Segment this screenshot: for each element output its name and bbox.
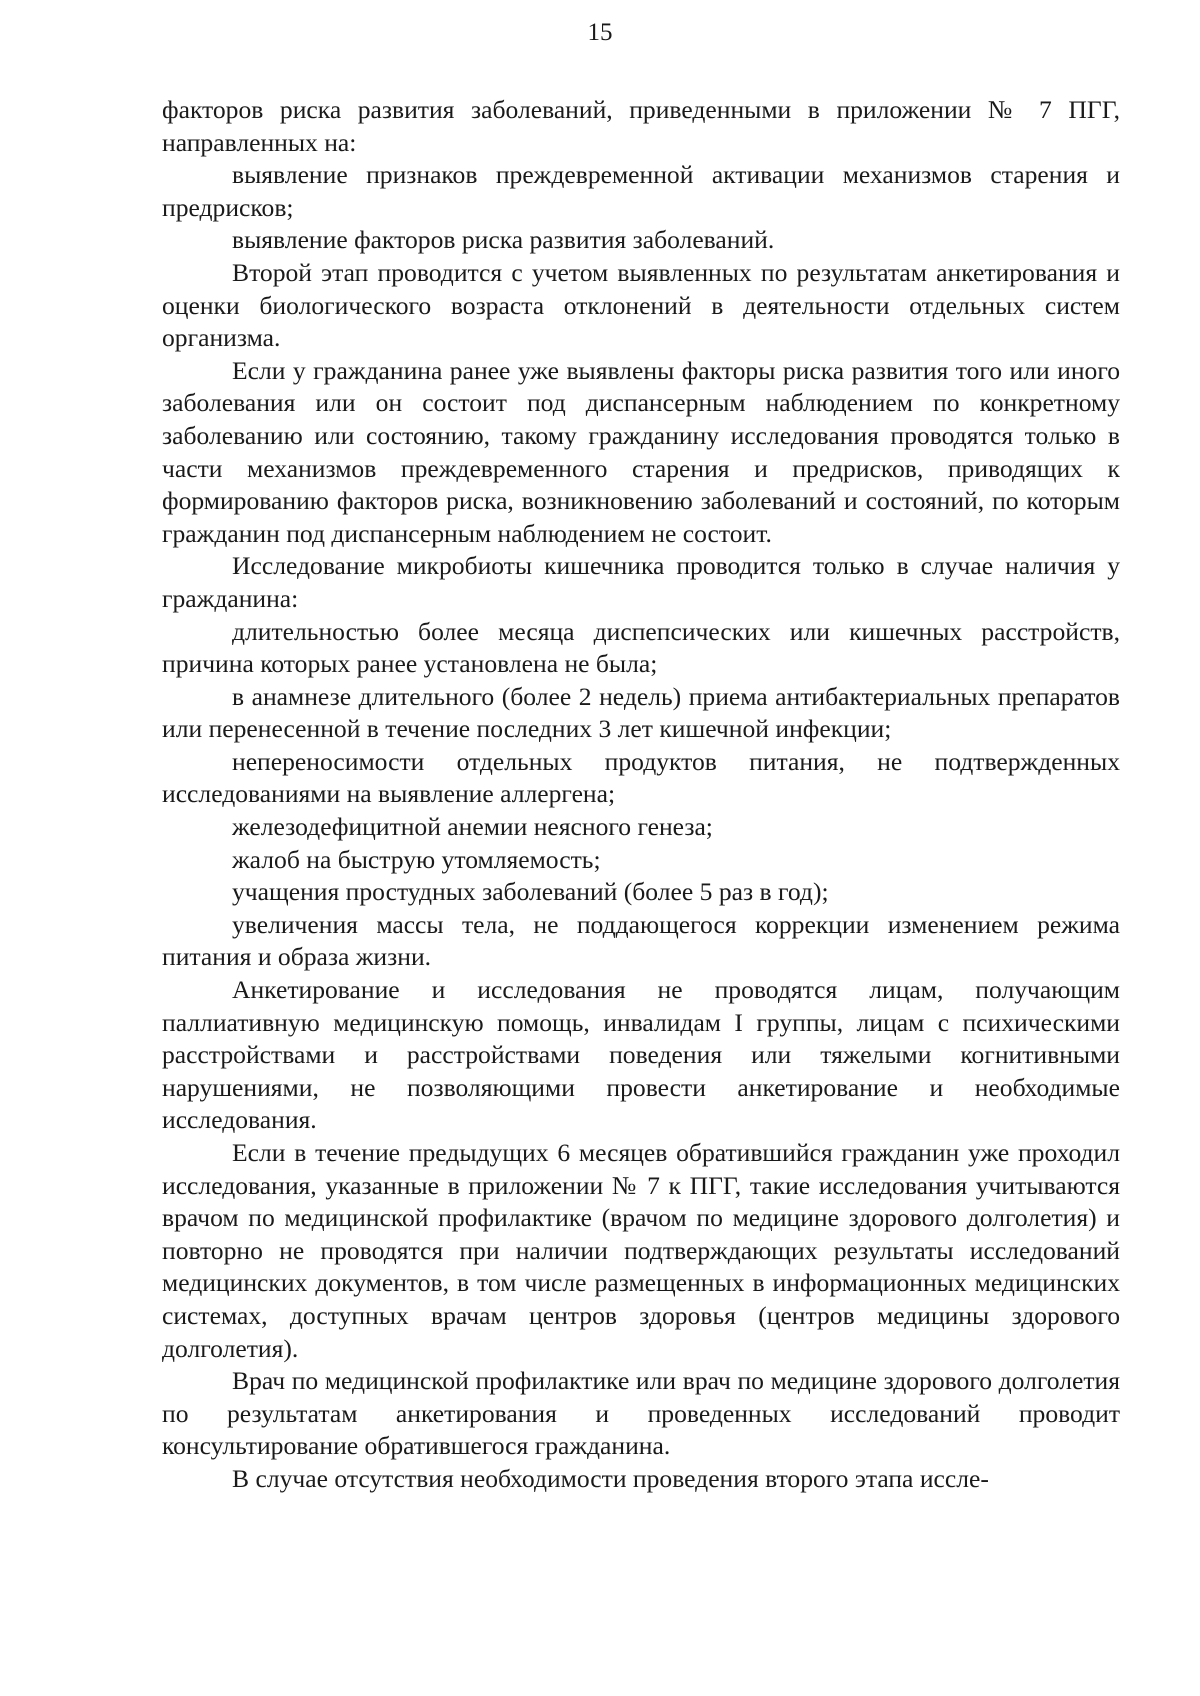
paragraph: Второй этап проводится с учетом выявленных по результатам анкетирования и оценки биологического возраста отклонений в деятельности отдельных систем организма. (162, 257, 1120, 353)
list-item: железодефицитной анемии неясного генеза; (232, 812, 713, 842)
list-item: учащения простудных заболеваний (более 5 раз в год); (232, 877, 829, 907)
list-item: выявление факторов риска развития заболеваний. (232, 225, 775, 255)
page-number: 15 (587, 19, 613, 46)
paragraph: Врач по медицинской профилактике или врач по медицине здорового долголетия по результатам анкетирования и проведенных исследований проводит консультирование обратившегося гражданина. (162, 1366, 1120, 1461)
document-body (162, 94, 1120, 1496)
paragraph: Если в течение предыдущих 6 месяцев обратившийся гражданин уже проходил исследования, указанные в приложении № 7 к ПГГ, такие исследования учитываются врачом по медицинской профилактике (врачом по медицине здорового долголетия) и повторно не проводятся при наличии подтверждающих результаты исследований медицинских документов, в том числе размещенных в информационных медицинских системах, доступных врачам центров здоровья (центров медицины здорового долголетия). (162, 1138, 1120, 1363)
paragraph: В случае отсутствия необходимости проведения второго этапа иссле- (232, 1463, 989, 1493)
list-item: непереносимости отдельных продуктов питания, не подтвержденных исследованиями на выявление аллергена; (162, 746, 1120, 809)
list-item: длительностью более месяца диспепсических или кишечных расстройств, причина которых ранее установлена не была; (162, 616, 1120, 679)
list-item: выявление признаков преждевременной активации механизмов старения и предрисков; (162, 160, 1120, 222)
paragraph: Анкетирование и исследования не проводятся лицам, получающим паллиативную медицинскую помощь, инвалидам I группы, лицам с психическими расстройствами и расстройствами поведения или тяжелыми когнитивными нарушениями, не позволяющими провести анкетирование и необходимые исследования. (162, 975, 1120, 1135)
paragraph: Если у гражданина ранее уже выявлены факторы риска развития того или иного заболевания или он состоит под диспансерным наблюдением по конкретному заболеванию или состоянию, такому гражданину исследования проводятся только в части механизмов преждевременного старения и предрисков, приводящих к формированию факторов риска, возникновению заболеваний и состояний, по которым гражданин под диспансерным наблюдением не состоит. (162, 355, 1120, 548)
list-item: жалоб на быструю утомляемость; (232, 844, 601, 874)
list-item: в анамнезе длительного (более 2 недель) приема антибактериальных препаратов или перенесенной в течение последних 3 лет кишечной инфекции; (162, 681, 1120, 744)
paragraph: факторов риска развития заболеваний, приведенными в приложении № 7 ПГГ, направленных на: (162, 95, 1120, 157)
list-item: увеличения массы тела, не поддающегося коррекции изменением режима питания и образа жизни. (162, 909, 1120, 972)
paragraph: Исследование микробиоты кишечника проводится только в случае наличия у гражданина: (162, 551, 1120, 613)
